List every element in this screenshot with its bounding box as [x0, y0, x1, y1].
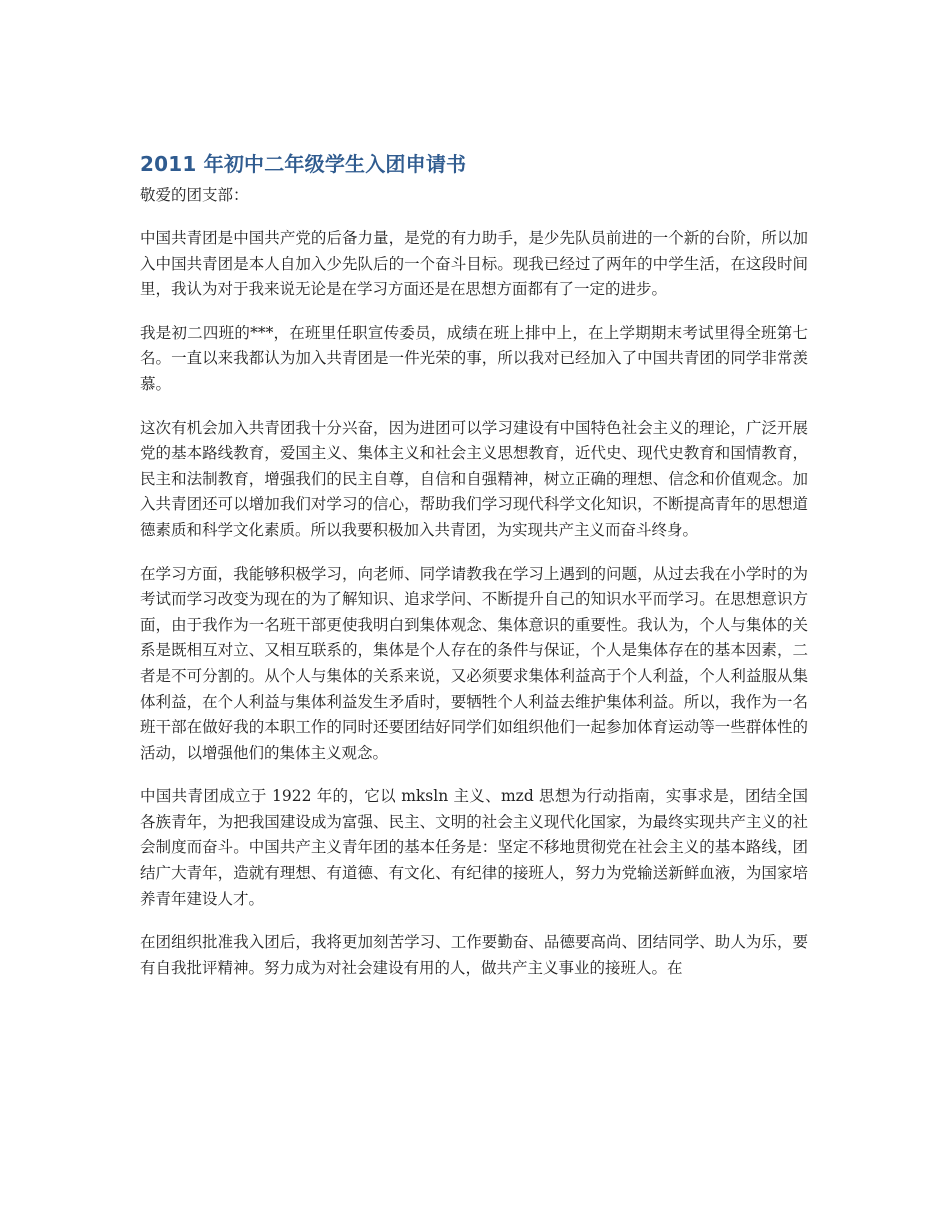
salutation: 敬爱的团支部： — [140, 186, 249, 204]
paragraph-2: 我是初二四班的***，在班里任职宣传委员，成绩在班上排中上，在上学期期末考试里得全班第七名。一直以来我都认为加入共青团是一件光荣的事，所以我对已经加入了中国共青团的同学非常羡慕。 — [140, 323, 808, 393]
paragraph-6: 在团组织批准我入团后，我将更加刻苦学习、工作要勤奋、品德要高尚、团结同学、助人为乐，要有自我批评精神。努力成为对社会建设有用的人，做共产主义事业的接班人。在 — [140, 933, 808, 977]
document-body — [140, 150, 808, 999]
paragraph-3: 这次有机会加入共青团我十分兴奋，因为进团可以学习建设有中国特色社会主义的理论，广泛开展党的基本路线教育，爱国主义、集体主义和社会主义思想教育，近代史、现代史教育和国情教育，民主和法制教育，增强我们的民主自尊，自信和自强精神，树立正确的理想、信念和价值观念。加入共青团还可以增加我们对学习的信心，帮助我们学习现代科学文化知识，不断提高青年的思想道德素质和科学文化素质。所以我要积极加入共青团，为实现共产主义而奋斗终身。 — [140, 418, 808, 539]
paragraph-1: 中国共青团是中国共产党的后备力量，是党的有力助手，是少先队员前进的一个新的台阶，所以加入中国共青团是本人自加入少先队后的一个奋斗目标。现我已经过了两年的中学生活，在这段时间里，我认为对于我来说无论是在学习方面还是在思想方面都有了一定的进步。 — [140, 229, 808, 299]
paragraph-5: 中国共青团成立于 1922 年的，它以 mksln 主义、mzd 思想为行动指南，实事求是，团结全国各族青年，为把我国建设成为富强、民主、文明的社会主义现代化国家，为最终实现共产主义的社会制度而奋斗。中国共产主义青年团的基本任务是：坚定不移地贯彻党在社会主义的基本路线，团结广大青年，造就有理想、有道德、有文化、有纪律的接班人，努力为党输送新鲜血液，为国家培养青年建设人才。 — [140, 787, 808, 908]
document-title: 2011 年初中二年级学生入团申请书 — [140, 152, 467, 176]
paragraph-4: 在学习方面，我能够积极学习，向老师、同学请教我在学习上遇到的问题，从过去我在小学时的为考试而学习改变为现在的为了解知识、追求学问、不断提升自己的知识水平而学习。在思想意识方面，由于我作为一名班干部更使我明白到集体观念、集体意识的重要性。我认为，个人与集体的关系是既相互对立、又相互联系的，集体是个人存在的条件与保证，个人是集体存在的基本因素，二者是不可分割的。从个人与集体的关系来说，又必须要求集体利益高于个人利益，个人利益服从集体利益，在个人利益与集体利益发生矛盾时，要牺牲个人利益去维护集体利益。所以，我作为一名班干部在做好我的本职工作的同时还要团结好同学们如组织他们一起参加体育运动等一些群体性的活动，以增强他们的集体主义观念。 — [140, 564, 808, 762]
